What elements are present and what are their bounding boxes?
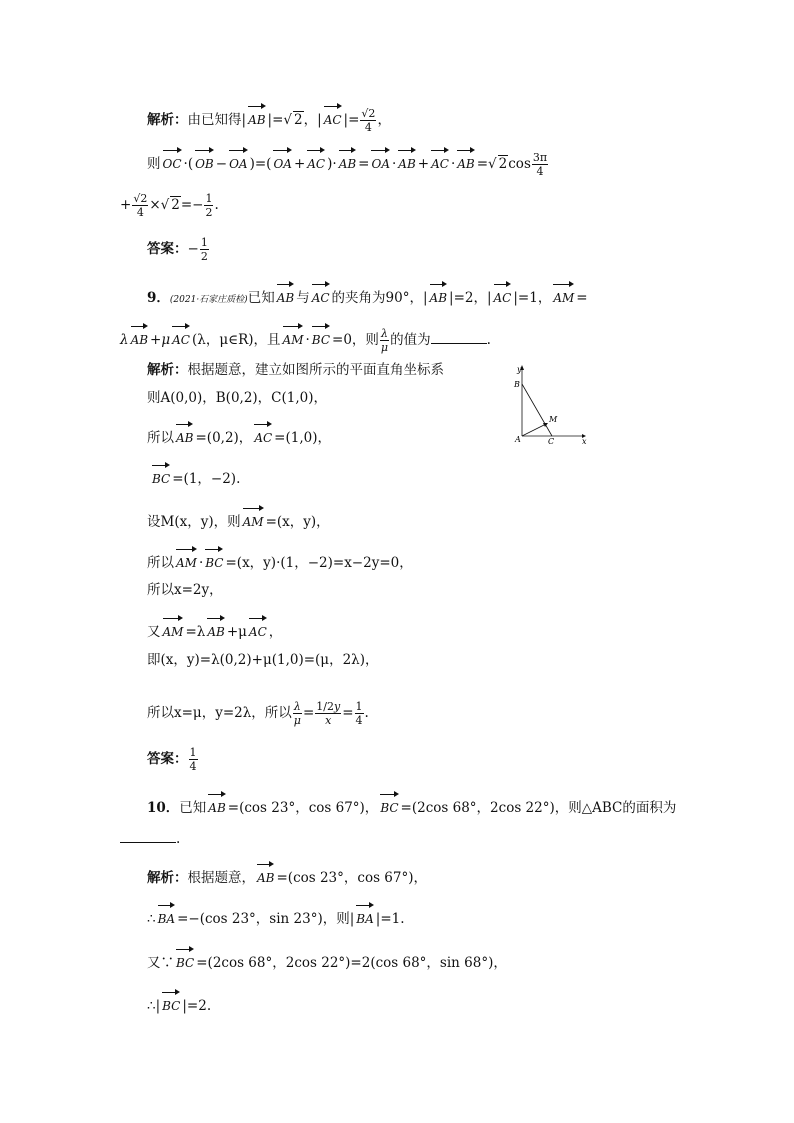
sol9-line4: BC =(1，−2). xyxy=(150,463,240,489)
vector-AB: AB xyxy=(339,148,356,174)
vector-AC: AC xyxy=(254,422,272,448)
q9-line1: 9．(2021·石家庄质检)已知 AB 与 AC 的夹角为90°，| AB |=2，| AC |=1， AM = xyxy=(147,282,588,310)
vector-AM: AM xyxy=(283,324,304,350)
answer-label: 答案： xyxy=(147,751,188,767)
sol9-line7: 所以x=2y， xyxy=(147,582,223,598)
solution-label: 解析： xyxy=(147,112,188,128)
sol9-line6: 所以 AM · BC =(x，y)·(1，−2)=x−2y=0， xyxy=(147,547,413,573)
vector-AC: AC xyxy=(249,616,267,642)
fraction: $\frac{√2}{4}$ xyxy=(361,107,376,134)
fraction-lambda-mu: $\frac{\lambda}{\mu}$ xyxy=(293,700,301,727)
vector-AB: AB xyxy=(248,104,265,130)
fraction: $\frac{1}{4}$ xyxy=(189,746,197,773)
sol9-line5: 设M(x，y)，则 AM =(x，y)， xyxy=(147,506,330,532)
answer-label: 答案： xyxy=(147,241,188,257)
vector-AB: AB xyxy=(208,792,225,818)
vector-AM: AM xyxy=(163,616,184,642)
solution-label: 解析： xyxy=(147,870,188,886)
point-B-label: B xyxy=(514,380,520,389)
q9-line2: λ AB +μ AC (λ，μ∈R)，且 AM · BC =0，则 $\frac{\lambda}{\mu}$ 的值为 . xyxy=(120,324,491,354)
point-M-label: M xyxy=(549,415,558,424)
sol9-intro: 解析：根据题意，建立如图所示的平面直角坐标系 xyxy=(147,362,444,378)
q10-line1: 10．已知 AB =(cos 23°，cos 67°)， BC =(2cos 68°，2cos 22°)，则△ABC的面积为 xyxy=(147,792,676,818)
vector-OB: OB xyxy=(195,148,214,174)
vector-AB: AB xyxy=(430,282,447,308)
vector-AB: AB xyxy=(257,862,274,888)
vector-OA: OA xyxy=(371,148,390,174)
vector-AC: AC xyxy=(431,148,449,174)
sol10-line1: 解析：根据题意， AB =(cos 23°，cos 67°)， xyxy=(147,862,427,888)
sol10-line2: ∴ BA =−(cos 23°，sin 23°)，则| BA |=1. xyxy=(147,903,405,929)
vector-AB: AB xyxy=(277,282,294,308)
question-number: 9． xyxy=(147,290,170,306)
vector-AC: AC xyxy=(307,148,325,174)
y-label: y xyxy=(517,365,522,374)
vector-AB: AB xyxy=(207,616,224,642)
vector-AM: AM xyxy=(553,282,574,308)
fraction: $\frac{1}{2}$ xyxy=(200,236,208,263)
q10-line2: . xyxy=(120,828,180,849)
vector-OA: OA xyxy=(273,148,292,174)
sol9-line10: 所以x=μ，y=2λ，所以 $\frac{\lambda}{\mu}$ = $\frac{1/2y}{x}$ = $\frac{1}{4}$ . xyxy=(147,700,369,727)
vector-AC: AC xyxy=(324,104,342,130)
vector-OA: OA xyxy=(229,148,248,174)
sol9-coords: 则A(0,0)，B(0,2)，C(1,0)， xyxy=(147,390,328,406)
vector-AC: AC xyxy=(494,282,512,308)
point-C-label: C xyxy=(548,437,555,446)
sol10-line4: ∴| BC |=2. xyxy=(147,990,211,1016)
fraction: $\frac{1}{4}$ xyxy=(355,700,363,727)
vector-AB: AB xyxy=(176,422,193,448)
vector-AB: AB xyxy=(398,148,415,174)
vector-AM-arrow xyxy=(522,424,546,436)
fraction-lambda-mu: $\frac{\lambda}{\mu}$ xyxy=(380,327,389,354)
question-source: (2021·石家庄质检) xyxy=(169,295,248,305)
vector-BC: BC xyxy=(312,324,330,350)
vector-BA: BA xyxy=(356,903,373,929)
fraction: $\frac{1}{2}$ xyxy=(205,192,213,219)
fraction: $\frac{√2}{4}$ xyxy=(133,192,148,219)
coordinate-figure xyxy=(508,362,588,446)
fraction-y-over-x: $\frac{1/2y}{x}$ xyxy=(316,700,341,727)
sol8-line3: + $\frac{√2}{4}$ ×√ 2=− $\frac{1}{2}$ . xyxy=(120,192,219,219)
fraction: $\frac{3\pi}{4}$ xyxy=(532,151,548,178)
vector-BC: BC xyxy=(152,463,170,489)
question-number: 10． xyxy=(147,800,180,816)
vector-BC: BC xyxy=(380,792,398,818)
vector-BC: BC xyxy=(162,990,180,1016)
vector-AM: AM xyxy=(243,506,264,532)
vector-AC: AC xyxy=(172,324,190,350)
vector-BC: BC xyxy=(205,547,223,573)
sol9-line3: 所以 AB =(0,2)， AC =(1,0)， xyxy=(147,422,331,448)
answer-blank xyxy=(120,828,176,843)
sol9-line8: 又 AM =λ AB +μ AC ， xyxy=(147,616,282,642)
sol8-line2: 则 OC ·( OB − OA )=( OA + AC )· AB = OA · AB + AC · AB =√ 2cos $\frac{3\pi}{4}$ xyxy=(147,148,549,178)
vector-BC: BC xyxy=(176,947,194,973)
vector-OC: OC xyxy=(163,148,182,174)
vector-BA: BA xyxy=(158,903,175,929)
vector-AC: AC xyxy=(312,282,330,308)
sol8-line1: 解析：由已知得| AB |=√ 2，| AC |= $\frac{√2}{4}$ ， xyxy=(147,104,391,134)
sol9-line9: 即(x，y)=λ(0,2)+μ(1,0)=(μ，2λ)， xyxy=(147,652,379,668)
vector-AB: AB xyxy=(457,148,474,174)
x-label: x xyxy=(582,437,587,446)
sol10-line3: 又∵ BC =(2cos 68°，2cos 22°)=2(cos 68°，sin 68°)， xyxy=(147,947,507,973)
sol9-answer xyxy=(147,746,199,773)
solution-label: 解析： xyxy=(147,362,188,378)
vector-AM: AM xyxy=(176,547,197,573)
answer-blank xyxy=(431,329,487,344)
point-A-label: A xyxy=(515,435,521,444)
vector-AB: AB xyxy=(131,324,148,350)
sol8-answer: 答案：− $\frac{1}{2}$ xyxy=(147,236,208,263)
